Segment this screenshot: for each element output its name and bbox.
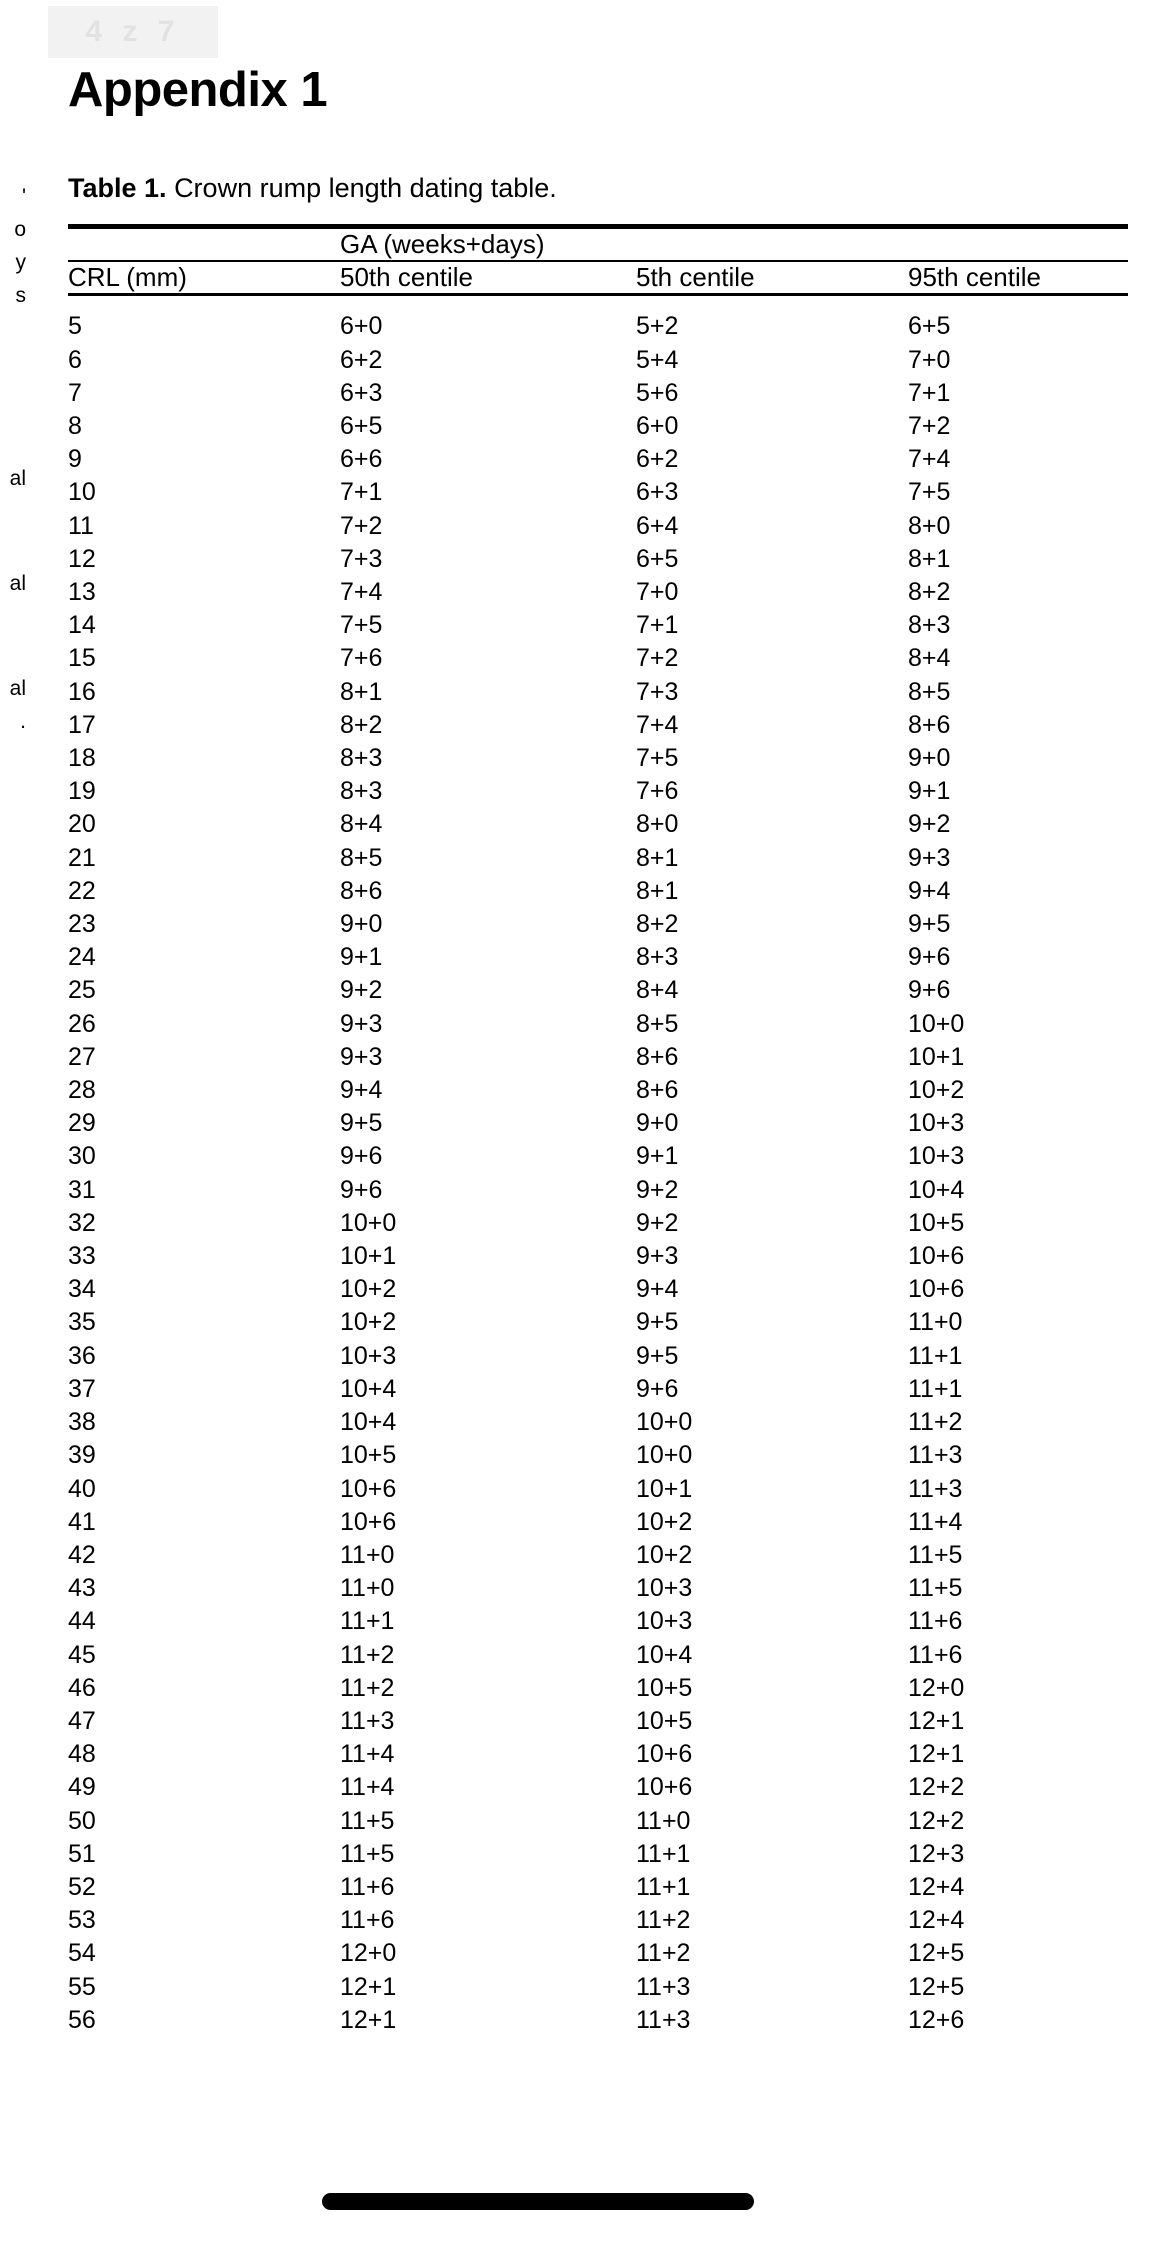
cell-5th-centile: 6+5 [636, 544, 679, 573]
redaction-bar [322, 2193, 754, 2210]
table-row [68, 1174, 1128, 1207]
cell-95th-centile: 11+5 [908, 1540, 963, 1569]
cell-5th-centile: 10+4 [636, 1640, 693, 1669]
cell-50th-centile: 10+3 [340, 1341, 397, 1370]
table-row [68, 1738, 1128, 1771]
cell-50th-centile: 11+6 [340, 1872, 395, 1901]
cell-crl: 40 [68, 1474, 96, 1503]
cell-crl: 28 [68, 1076, 96, 1105]
cell-95th-centile: 11+6 [908, 1607, 963, 1636]
table-row [68, 1838, 1128, 1871]
cell-5th-centile: 7+2 [636, 644, 679, 673]
cell-50th-centile: 11+4 [340, 1773, 395, 1802]
table-row [68, 1506, 1128, 1539]
page-watermark: 4 z 7 [48, 6, 218, 58]
cell-5th-centile: 10+6 [636, 1740, 693, 1769]
cell-50th-centile: 8+3 [340, 744, 383, 773]
cell-50th-centile: 7+2 [340, 511, 383, 540]
table-row [68, 1473, 1128, 1506]
table-row [68, 1041, 1128, 1074]
cell-95th-centile: 12+4 [908, 1906, 965, 1935]
cell-95th-centile: 9+1 [908, 777, 951, 806]
table-row [68, 1107, 1128, 1140]
cell-95th-centile: 12+1 [908, 1706, 965, 1735]
fragment-spacer [0, 600, 26, 672]
cell-50th-centile: 7+1 [340, 478, 383, 507]
cell-95th-centile: 7+0 [908, 345, 951, 374]
table-row [68, 742, 1128, 775]
table-row [68, 443, 1128, 476]
table-row [68, 510, 1128, 543]
cell-5th-centile: 9+5 [636, 1341, 679, 1370]
left-column-text-fragments [0, 180, 26, 738]
table-row [68, 1240, 1128, 1273]
cell-5th-centile: 7+4 [636, 710, 679, 739]
table-row [68, 344, 1128, 377]
cell-95th-centile: 9+6 [908, 976, 951, 1005]
text-fragment: al [9, 467, 26, 490]
cell-crl: 45 [68, 1640, 96, 1669]
cell-5th-centile: 8+1 [636, 876, 679, 905]
cell-5th-centile: 8+0 [636, 810, 679, 839]
table-row [68, 476, 1128, 509]
table-row [68, 377, 1128, 410]
page-title: Appendix 1 [68, 63, 328, 117]
cell-50th-centile: 12+1 [340, 2005, 397, 2034]
cell-95th-centile: 12+2 [908, 1773, 965, 1802]
table-row [68, 941, 1128, 974]
cell-95th-centile: 10+6 [908, 1275, 965, 1304]
cell-crl: 21 [68, 843, 96, 872]
cell-5th-centile: 7+6 [636, 777, 679, 806]
table-row [68, 1074, 1128, 1107]
cell-95th-centile: 10+6 [908, 1242, 965, 1271]
cell-50th-centile: 9+1 [340, 943, 383, 972]
cell-50th-centile: 8+2 [340, 710, 383, 739]
cell-crl: 54 [68, 1939, 96, 1968]
cell-50th-centile: 8+1 [340, 677, 383, 706]
cell-50th-centile: 11+0 [340, 1574, 395, 1603]
table-row [68, 1572, 1128, 1605]
table-row [68, 908, 1128, 941]
cell-crl: 39 [68, 1441, 96, 1470]
cell-crl: 31 [68, 1175, 96, 1204]
cell-95th-centile: 8+3 [908, 611, 951, 640]
cell-crl: 12 [68, 544, 96, 573]
column-header-50th: 50th centile [340, 262, 473, 293]
cell-5th-centile: 10+6 [636, 1773, 693, 1802]
text-fragment: al [9, 572, 26, 595]
cell-crl: 14 [68, 611, 96, 640]
cell-5th-centile: 11+3 [636, 2005, 691, 2034]
cell-95th-centile: 11+2 [908, 1408, 963, 1437]
cell-5th-centile: 11+1 [636, 1839, 691, 1868]
cell-50th-centile: 11+1 [340, 1607, 395, 1636]
cell-95th-centile: 8+6 [908, 710, 951, 739]
cell-crl: 51 [68, 1839, 96, 1868]
cell-50th-centile: 10+1 [340, 1242, 397, 1271]
cell-95th-centile: 11+4 [908, 1507, 963, 1536]
cell-crl: 9 [68, 445, 82, 474]
cell-crl: 37 [68, 1374, 96, 1403]
cell-50th-centile: 8+4 [340, 810, 383, 839]
cell-95th-centile: 11+6 [908, 1640, 963, 1669]
table-group-header-row [68, 229, 1128, 260]
cell-5th-centile: 11+3 [636, 1972, 691, 2001]
table-caption-text: Crown rump length dating table. [174, 173, 557, 203]
cell-50th-centile: 11+3 [340, 1706, 395, 1735]
table-row [68, 974, 1128, 1007]
cell-95th-centile: 11+1 [908, 1341, 963, 1370]
cell-50th-centile: 9+0 [340, 910, 383, 939]
cell-crl: 49 [68, 1773, 96, 1802]
table-row [68, 1605, 1128, 1638]
cell-50th-centile: 9+3 [340, 1042, 383, 1071]
table-row [68, 808, 1128, 841]
cell-95th-centile: 9+6 [908, 943, 951, 972]
cell-crl: 7 [68, 378, 82, 407]
cell-5th-centile: 10+0 [636, 1408, 693, 1437]
table-row [68, 1539, 1128, 1572]
cell-5th-centile: 6+4 [636, 511, 679, 540]
cell-crl: 22 [68, 876, 96, 905]
table-row [68, 1705, 1128, 1738]
cell-crl: 24 [68, 943, 96, 972]
cell-crl: 56 [68, 2005, 96, 2034]
cell-crl: 44 [68, 1607, 96, 1636]
cell-crl: 15 [68, 644, 96, 673]
table-row [68, 775, 1128, 808]
cell-50th-centile: 7+3 [340, 544, 383, 573]
cell-95th-centile: 6+5 [908, 312, 951, 341]
cell-50th-centile: 8+5 [340, 843, 383, 872]
table-row [68, 875, 1128, 908]
table-row [68, 1273, 1128, 1306]
table-caption [68, 172, 1128, 204]
cell-50th-centile: 10+4 [340, 1408, 397, 1437]
cell-95th-centile: 10+5 [908, 1208, 965, 1237]
cell-50th-centile: 9+5 [340, 1109, 383, 1138]
cell-95th-centile: 12+0 [908, 1673, 965, 1702]
cell-50th-centile: 6+6 [340, 445, 383, 474]
cell-95th-centile: 11+1 [908, 1374, 963, 1403]
cell-95th-centile: 12+2 [908, 1806, 965, 1835]
cell-crl: 25 [68, 976, 96, 1005]
cell-50th-centile: 11+2 [340, 1640, 395, 1669]
cell-crl: 50 [68, 1806, 96, 1835]
cell-95th-centile: 9+5 [908, 910, 951, 939]
table-row [68, 1937, 1128, 1970]
cell-95th-centile: 8+4 [908, 644, 951, 673]
column-header-5th: 5th centile [636, 262, 755, 293]
table-row [68, 1373, 1128, 1406]
cell-crl: 48 [68, 1740, 96, 1769]
cell-50th-centile: 9+3 [340, 1009, 383, 1038]
cell-95th-centile: 12+4 [908, 1872, 965, 1901]
cell-5th-centile: 11+2 [636, 1906, 691, 1935]
cell-95th-centile: 9+3 [908, 843, 951, 872]
text-fragment: al [9, 677, 26, 700]
table-row [68, 1340, 1128, 1373]
cell-crl: 8 [68, 412, 82, 440]
cell-crl: 53 [68, 1906, 96, 1935]
text-fragment: o [14, 218, 26, 241]
cell-crl: 38 [68, 1408, 96, 1437]
cell-50th-centile: 10+6 [340, 1474, 397, 1503]
cell-95th-centile: 7+2 [908, 412, 951, 440]
cell-crl: 13 [68, 578, 96, 607]
cell-95th-centile: 10+0 [908, 1009, 965, 1038]
cell-50th-centile: 8+6 [340, 876, 383, 905]
cell-crl: 27 [68, 1042, 96, 1071]
cell-95th-centile: 10+3 [908, 1142, 965, 1171]
crl-dating-table [68, 224, 1128, 2037]
cell-crl: 34 [68, 1275, 96, 1304]
table-row [68, 709, 1128, 742]
cell-50th-centile: 6+2 [340, 345, 383, 374]
column-header-95th: 95th centile [908, 262, 1041, 293]
cell-crl: 16 [68, 677, 96, 706]
cell-crl: 11 [68, 511, 94, 540]
cell-5th-centile: 9+2 [636, 1175, 679, 1204]
cell-95th-centile: 7+5 [908, 478, 951, 507]
cell-crl: 33 [68, 1242, 96, 1271]
cell-crl: 32 [68, 1208, 96, 1237]
cell-crl: 10 [68, 478, 96, 507]
cell-crl: 17 [68, 710, 96, 739]
table-row [68, 543, 1128, 576]
table-row [68, 1971, 1128, 2004]
cell-95th-centile: 12+6 [908, 2005, 965, 2034]
table-row [68, 1672, 1128, 1705]
cell-5th-centile: 8+1 [636, 843, 679, 872]
cell-5th-centile: 8+2 [636, 910, 679, 939]
cell-crl: 23 [68, 910, 96, 939]
cell-50th-centile: 10+5 [340, 1441, 397, 1470]
table-row [68, 1871, 1128, 1904]
cell-5th-centile: 10+3 [636, 1607, 693, 1636]
cell-crl: 30 [68, 1142, 96, 1171]
cell-5th-centile: 7+3 [636, 677, 679, 706]
group-header-ga: GA (weeks+days) [340, 229, 545, 260]
text-fragment: ' [21, 185, 26, 208]
fragment-spacer [0, 495, 26, 567]
cell-crl: 52 [68, 1872, 96, 1901]
cell-50th-centile: 11+4 [340, 1740, 395, 1769]
cell-5th-centile: 8+5 [636, 1009, 679, 1038]
cell-5th-centile: 5+6 [636, 378, 679, 407]
cell-95th-centile: 11+3 [908, 1474, 963, 1503]
table-row [68, 1639, 1128, 1672]
cell-95th-centile: 8+0 [908, 511, 951, 540]
cell-crl: 35 [68, 1308, 96, 1337]
cell-crl: 20 [68, 810, 96, 839]
table-row [68, 642, 1128, 675]
table-row [68, 295, 1128, 344]
cell-95th-centile: 10+3 [908, 1109, 965, 1138]
cell-95th-centile: 7+4 [908, 445, 951, 474]
cell-crl: 42 [68, 1540, 96, 1569]
fragment-spacer [0, 312, 26, 462]
cell-50th-centile: 10+2 [340, 1308, 397, 1337]
cell-5th-centile: 10+5 [636, 1673, 693, 1702]
cell-5th-centile: 11+0 [636, 1806, 691, 1835]
document-content [68, 0, 1128, 2037]
cell-50th-centile: 6+5 [340, 412, 383, 440]
cell-5th-centile: 11+1 [636, 1872, 691, 1901]
cell-5th-centile: 9+4 [636, 1275, 679, 1304]
cell-95th-centile: 12+5 [908, 1972, 965, 2001]
cell-5th-centile: 8+3 [636, 943, 679, 972]
cell-crl: 46 [68, 1673, 96, 1702]
cell-crl: 55 [68, 1972, 96, 2001]
cell-5th-centile: 9+0 [636, 1109, 679, 1138]
cell-95th-centile: 11+0 [908, 1308, 963, 1337]
cell-95th-centile: 11+5 [908, 1574, 963, 1603]
table-row [68, 1439, 1128, 1472]
text-fragment: s [15, 284, 26, 307]
cell-crl: 29 [68, 1109, 96, 1138]
cell-50th-centile: 11+5 [340, 1806, 395, 1835]
cell-5th-centile: 11+2 [636, 1939, 691, 1968]
cell-crl: 47 [68, 1706, 96, 1735]
table-caption-label: Table 1. [68, 173, 167, 203]
cell-95th-centile: 12+1 [908, 1740, 965, 1769]
cell-5th-centile: 10+2 [636, 1507, 693, 1536]
cell-5th-centile: 9+3 [636, 1242, 679, 1271]
text-fragment: y [15, 251, 26, 274]
cell-crl: 18 [68, 744, 96, 773]
cell-50th-centile: 12+1 [340, 1972, 397, 2001]
cell-5th-centile: 9+6 [636, 1374, 679, 1403]
cell-5th-centile: 10+5 [636, 1706, 693, 1735]
cell-50th-centile: 11+5 [340, 1839, 395, 1868]
table-row [68, 1406, 1128, 1439]
cell-95th-centile: 8+2 [908, 578, 951, 607]
table-row [68, 1805, 1128, 1838]
cell-50th-centile: 12+0 [340, 1939, 397, 1968]
cell-5th-centile: 7+1 [636, 611, 679, 640]
cell-95th-centile: 9+4 [908, 876, 951, 905]
table-body [68, 295, 1128, 2037]
cell-50th-centile: 11+6 [340, 1906, 395, 1935]
cell-95th-centile: 10+4 [908, 1175, 965, 1204]
cell-95th-centile: 12+3 [908, 1839, 965, 1868]
cell-5th-centile: 7+0 [636, 578, 679, 607]
cell-95th-centile: 7+1 [908, 378, 951, 407]
table-column-header-row [68, 261, 1128, 293]
cell-50th-centile: 11+2 [340, 1673, 395, 1702]
cell-crl: 41 [68, 1507, 96, 1536]
cell-5th-centile: 5+4 [636, 345, 679, 374]
column-header-crl: CRL (mm) [68, 262, 187, 293]
cell-5th-centile: 6+3 [636, 478, 679, 507]
cell-crl: 6 [68, 345, 82, 374]
cell-50th-centile: 10+2 [340, 1275, 397, 1304]
cell-5th-centile: 7+5 [636, 744, 679, 773]
text-fragment: . [20, 710, 26, 733]
cell-5th-centile: 5+2 [636, 312, 679, 341]
cell-95th-centile: 10+1 [908, 1042, 965, 1071]
group-header-spacer [68, 229, 340, 260]
table-row [68, 1771, 1128, 1804]
cell-5th-centile: 8+4 [636, 976, 679, 1005]
table-row [68, 609, 1128, 642]
table-row [68, 1306, 1128, 1339]
cell-crl: 26 [68, 1009, 96, 1038]
cell-5th-centile: 10+2 [636, 1540, 693, 1569]
cell-5th-centile: 10+0 [636, 1441, 693, 1470]
cell-95th-centile: 8+5 [908, 677, 951, 706]
cell-50th-centile: 7+5 [340, 611, 383, 640]
table-row [68, 1207, 1128, 1240]
table-row [68, 1008, 1128, 1041]
cell-95th-centile: 9+2 [908, 810, 951, 839]
table-row [68, 676, 1128, 709]
cell-50th-centile: 10+0 [340, 1208, 397, 1237]
cell-95th-centile: 9+0 [908, 744, 951, 773]
cell-crl: 5 [68, 312, 82, 341]
cell-50th-centile: 7+6 [340, 644, 383, 673]
table-row [68, 410, 1128, 443]
cell-5th-centile: 8+6 [636, 1042, 679, 1071]
table-row [68, 2004, 1128, 2037]
cell-crl: 19 [68, 777, 96, 806]
cell-5th-centile: 9+5 [636, 1308, 679, 1337]
cell-95th-centile: 8+1 [908, 544, 951, 573]
cell-50th-centile: 9+6 [340, 1175, 383, 1204]
table-row [68, 576, 1128, 609]
cell-5th-centile: 9+2 [636, 1208, 679, 1237]
cell-5th-centile: 9+1 [636, 1142, 679, 1171]
cell-50th-centile: 9+6 [340, 1142, 383, 1171]
cell-95th-centile: 12+5 [908, 1939, 965, 1968]
table-row [68, 1140, 1128, 1173]
table-head [68, 227, 1128, 295]
cell-50th-centile: 7+4 [340, 578, 383, 607]
cell-50th-centile: 9+4 [340, 1076, 383, 1105]
cell-50th-centile: 6+0 [340, 312, 383, 341]
cell-crl: 43 [68, 1574, 96, 1603]
table-row [68, 1904, 1128, 1937]
cell-50th-centile: 10+4 [340, 1374, 397, 1403]
cell-50th-centile: 6+3 [340, 378, 383, 407]
cell-50th-centile: 11+0 [340, 1540, 395, 1569]
table-row [68, 842, 1128, 875]
cell-50th-centile: 9+2 [340, 976, 383, 1005]
cell-95th-centile: 11+3 [908, 1441, 963, 1470]
cell-50th-centile: 8+3 [340, 777, 383, 806]
cell-crl: 36 [68, 1341, 96, 1370]
cell-5th-centile: 10+1 [636, 1474, 693, 1503]
cell-95th-centile: 10+2 [908, 1076, 965, 1105]
cell-5th-centile: 6+2 [636, 445, 679, 474]
cell-50th-centile: 10+6 [340, 1507, 397, 1536]
cell-5th-centile: 10+3 [636, 1574, 693, 1603]
cell-5th-centile: 8+6 [636, 1076, 679, 1105]
cell-5th-centile: 6+0 [636, 412, 679, 440]
